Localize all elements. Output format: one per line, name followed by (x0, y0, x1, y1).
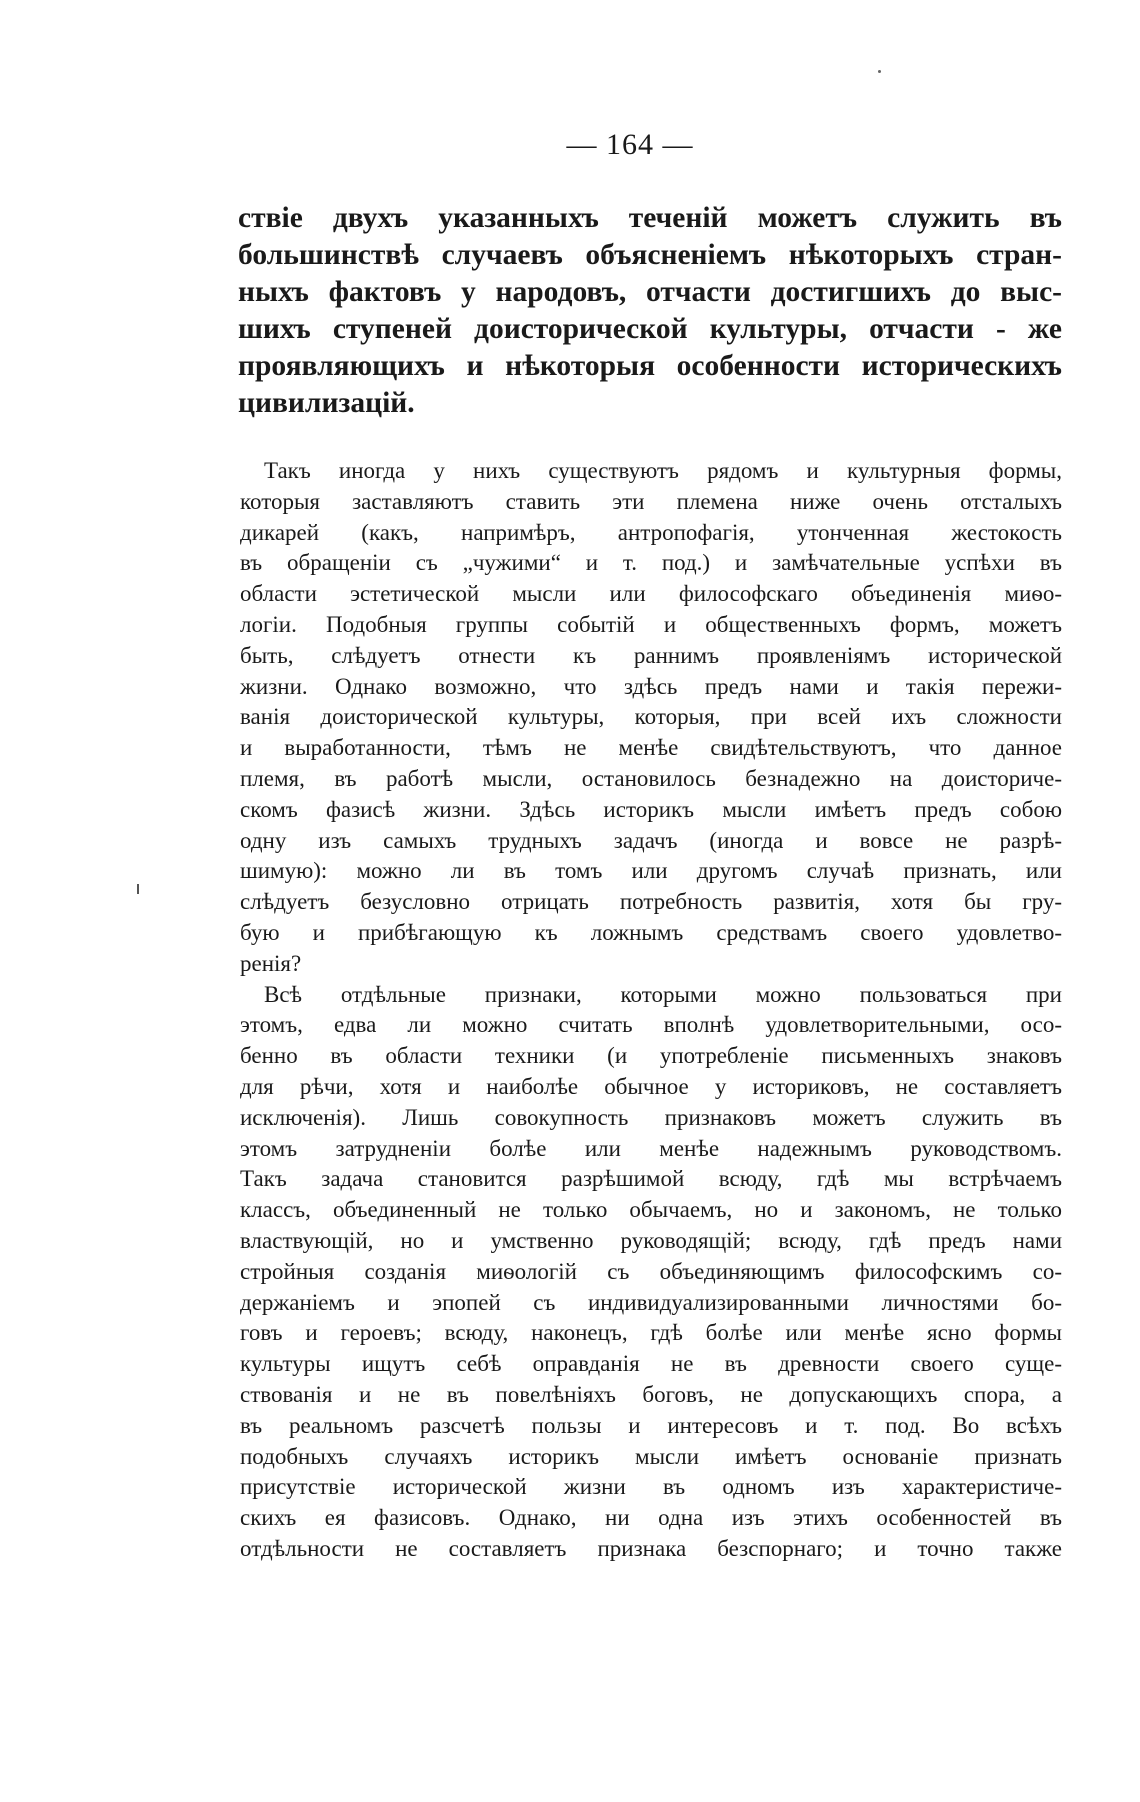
margin-mark (137, 884, 139, 894)
text-line: племя, въ работѣ мысли, остановилось безнадежно на доисториче- (240, 765, 1062, 791)
text-line: исключенія). Лишь совокупность признаковъ можетъ служить въ (240, 1104, 1062, 1130)
text-line: этомъ, едва ли можно считать вполнѣ удовлетворительными, осо- (240, 1012, 1062, 1038)
print-speck (878, 70, 881, 73)
text-line: жизни. Однако возможно, что здѣсь предъ нами и такія пережи- (240, 673, 1062, 699)
text-line: области эстетической мысли или философскаго объединенія миѳо- (240, 581, 1062, 607)
text-line: классъ, объединенный не только обычаемъ, но и закономъ, не только (240, 1197, 1062, 1223)
text-line: ствованія и не въ повелѣніяхъ боговъ, не допускающихъ спора, а (240, 1381, 1062, 1407)
text-line: для рѣчи, хотя и наиболѣе обычное у историковъ, не составляетъ (240, 1073, 1062, 1099)
text-line: стройныя созданія миѳологій съ объединяющимъ философскимъ со- (240, 1258, 1062, 1284)
text-line: одну изъ самыхъ трудныхъ задачъ (иногда и вовсе не разрѣ- (240, 827, 1062, 853)
text-line: ванія доисторической культуры, которыя, при всей ихъ сложности (240, 704, 1062, 730)
text-line: властвующій, но и умственно руководящій; всюду, гдѣ предъ нами (240, 1227, 1062, 1253)
text-line: ренія? (240, 950, 302, 976)
text-line: въ обращеніи съ „чужими“ и т. под.) и замѣчательные успѣхи въ (240, 550, 1062, 576)
text-line: ствіе двухъ указанныхъ теченій можетъ служить въ (238, 202, 1062, 234)
text-line: проявляющихъ и нѣкоторыя особенности историческихъ (238, 350, 1062, 382)
text-line: шимую): можно ли въ томъ или другомъ случаѣ признать, или (240, 858, 1062, 884)
text-line: шихъ ступеней доисторической культуры, отчасти - же (238, 313, 1062, 345)
text-line: держаніемъ и эпопей съ индивидуализированными личностями бо- (240, 1289, 1062, 1315)
text-line: культуры ищутъ себѣ оправданія не въ древности своего суще- (240, 1351, 1062, 1377)
text-line: и выработанности, тѣмъ не менѣе свидѣтельствуютъ, что данное (240, 735, 1062, 761)
text-line: быть, слѣдуетъ отнести къ раннимъ проявленіямъ исторической (240, 642, 1062, 668)
text-line: дикарей (какъ, напримѣръ, антропофагія, утонченная жестокость (240, 519, 1062, 545)
page-number: — 164 — (566, 128, 694, 161)
text-line: этомъ затрудненіи болѣе или менѣе надежнымъ руководствомъ. (240, 1135, 1062, 1161)
text-line: скомъ фазисѣ жизни. Здѣсь историкъ мысли имѣетъ предъ собою (240, 796, 1062, 822)
text-line: подобныхъ случаяхъ историкъ мысли имѣетъ основаніе признать (240, 1443, 1062, 1469)
text-line: бую и прибѣгающую къ ложнымъ средствамъ своего удовлетво- (240, 919, 1062, 945)
paragraph-2 (240, 980, 1062, 1565)
text-line: слѣдуетъ безусловно отрицать потребность развитія, хотя бы гру- (240, 889, 1062, 915)
lead-paragraph (238, 200, 1062, 422)
text-line: логіи. Подобныя группы событій и общественныхъ формъ, можетъ (240, 611, 1062, 637)
text-line: скихъ ея фазисовъ. Однако, ни одна изъ этихъ особенностей въ (240, 1505, 1062, 1531)
text-line: въ реальномъ разсчетѣ пользы и интересовъ и т. под. Во всѣхъ (240, 1412, 1062, 1438)
text-line: Такъ задача становится разрѣшимой всюду, гдѣ мы встрѣчаемъ (240, 1166, 1062, 1192)
text-line: большинствѣ случаевъ объясненіемъ нѣкоторыхъ стран- (238, 239, 1062, 271)
body-text (240, 456, 1062, 1565)
text-line: говъ и героевъ; всюду, наконецъ, гдѣ болѣе или менѣе ясно формы (240, 1320, 1062, 1346)
text-line: присутствіе исторической жизни въ одномъ изъ характеристиче- (240, 1474, 1062, 1500)
text-line: отдѣльности не составляетъ признака безспорнаго; и точно также (240, 1535, 1062, 1561)
text-line: Такъ иногда у нихъ существуютъ рядомъ и культурныя формы, (264, 458, 1062, 483)
text-line: бенно въ области техники (и употребленіе письменныхъ знаковъ (240, 1043, 1062, 1069)
text-line: которыя заставляютъ ставить эти племена ниже очень отсталыхъ (240, 488, 1062, 514)
text-line: Всѣ отдѣльные признаки, которыми можно пользоваться при (264, 981, 1062, 1007)
text-line: ныхъ фактовъ у народовъ, отчасти достигшихъ до выс- (238, 276, 1062, 308)
text-line: цивилизацій. (238, 387, 415, 419)
paragraph-1 (240, 456, 1062, 980)
